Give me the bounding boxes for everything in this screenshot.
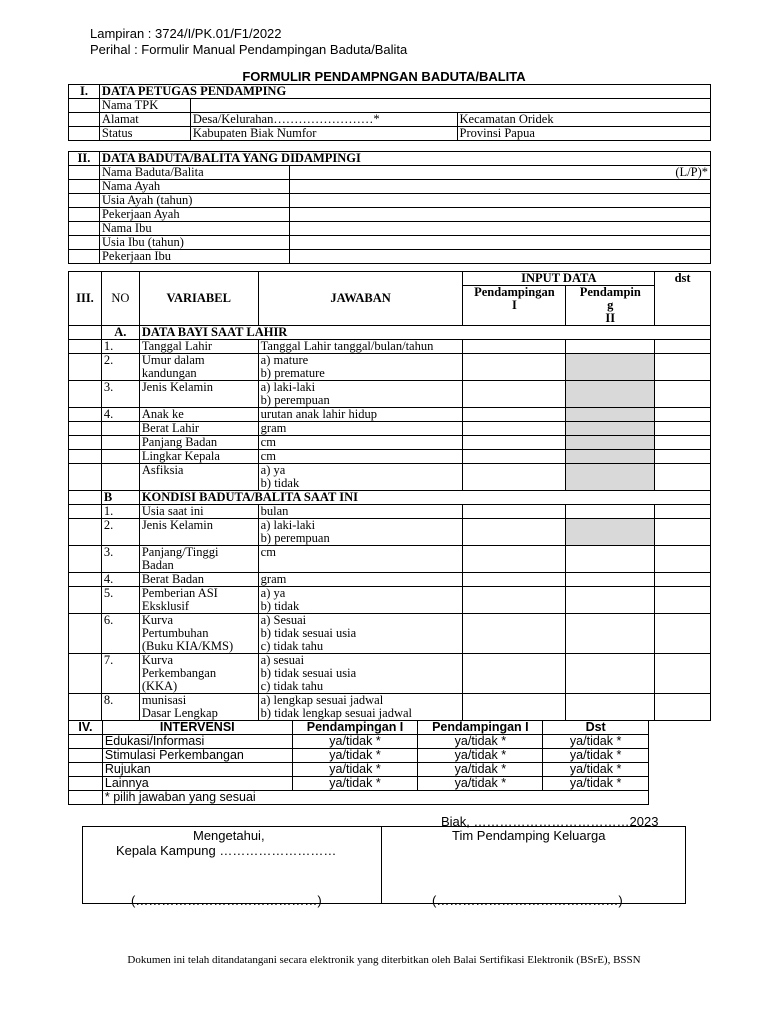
input-dst[interactable] [655,408,711,422]
input-pendampingan-2[interactable] [566,694,655,721]
b-row [69,614,711,654]
jawaban-line: c) tidak tahu [260,639,324,653]
a-row-variabel [139,436,258,450]
jawaban-line: b) tidak [260,599,300,613]
intervensi-pendampingan-2[interactable]: ya/tidak * [418,777,543,791]
variabel-line: Jenis Kelamin [141,380,213,394]
b-row-number: 4. [101,573,139,587]
pendampingan-1-number: I [511,298,517,312]
jawaban-line: a) laki-laki [260,518,316,532]
jawaban-line: gram [260,421,287,435]
mengetahui-label: Mengetahui, [193,828,265,843]
intervensi-row [69,777,649,791]
status-label: Status [99,127,190,141]
variabel-line: munisasi [141,693,187,707]
b-row-jawaban [258,519,463,546]
b-row-variabel [139,694,258,721]
nama-baduta-label: Nama Baduta/Balita [99,166,289,180]
intervensi-dst[interactable]: ya/tidak * [543,749,649,763]
variabel-line: Perkembangan [141,666,217,680]
a-row-variabel [139,381,258,408]
variabel-line: (Buku KIA/KMS) [141,639,234,653]
input-dst[interactable] [655,654,711,694]
input-dst[interactable] [655,422,711,436]
a-row-number: 2. [101,354,139,381]
b-row [69,654,711,694]
pekerjaan-ayah-field[interactable] [289,208,710,222]
intervensi-name: Lainnya [102,777,292,791]
usia-ibu-label: Usia Ibu (tahun) [99,236,289,250]
input-pendampingan-2[interactable] [566,354,655,381]
section-3-number: III. [69,272,102,326]
a-row-variabel [139,408,258,422]
jawaban-line: b) perempuan [260,531,330,545]
input-pendampingan-1[interactable] [463,422,566,436]
b-row-jawaban [258,654,463,694]
b-row [69,573,711,587]
a-row [69,464,711,491]
b-row-number: 6. [101,614,139,654]
b-row-number: 3. [101,546,139,573]
jawaban-line: a) mature [260,353,309,367]
intervensi-name: Stimulasi Perkembangan [102,749,292,763]
input-dst[interactable] [655,694,711,721]
input-dst[interactable] [655,450,711,464]
jawaban-line: c) tidak tahu [260,679,324,693]
kepala-kampung-signature-line[interactable]: (……………………………………) [131,893,322,908]
intervensi-dst[interactable]: ya/tidak * [543,735,649,749]
b-row [69,546,711,573]
a-row-variabel [139,422,258,436]
jawaban-line: a) sesuai [260,653,305,667]
input-dst[interactable] [655,519,711,546]
b-row [69,694,711,721]
input-pendampingan-1[interactable] [463,450,566,464]
pekerjaan-ayah-label: Pekerjaan Ayah [99,208,289,222]
input-pendampingan-2[interactable] [566,614,655,654]
section-2-number: II. [69,152,100,166]
a-row-jawaban [258,422,463,436]
jawaban-line: b) tidak sesuai usia [260,626,357,640]
form-title: FORMULIR PENDAMPNGAN BADUTA/BALITA [242,69,526,84]
b-row-number: 8. [101,694,139,721]
input-pendampingan-2[interactable] [566,450,655,464]
usia-ayah-field[interactable] [289,194,710,208]
nama-ayah-field[interactable] [289,180,710,194]
input-dst[interactable] [655,464,711,491]
intervensi-name: Edukasi/Informasi [102,735,292,749]
group-b-letter: B [101,491,139,505]
jawaban-line: a) laki-laki [260,380,316,394]
dst-header: dst [655,272,711,326]
section-2-table [68,151,711,264]
a-row-number: 4. [101,408,139,422]
b-row-number: 1. [101,505,139,519]
usia-ibu-field[interactable] [289,236,710,250]
input-dst[interactable] [655,546,711,573]
intervensi-dst-header: Dst [543,721,649,735]
a-row-variabel [139,354,258,381]
b-row-jawaban [258,546,463,573]
input-pendampingan-2[interactable] [566,505,655,519]
input-pendampingan-2[interactable] [566,573,655,587]
lampiran-line: Lampiran : 3724/I/PK.01/F1/2022 [90,26,282,41]
variabel-line: Lingkar Kepala [141,449,220,463]
jawaban-line: bulan [260,504,289,518]
intervensi-pendampingan-2[interactable]: ya/tidak * [418,735,543,749]
pekerjaan-ibu-field[interactable] [289,250,710,264]
input-pendampingan-1[interactable] [463,614,566,654]
jawaban-line: b) perempuan [260,393,330,407]
jawaban-line: b) tidak sesuai usia [260,666,357,680]
a-row-number [101,464,139,491]
a-row-number [101,450,139,464]
input-dst[interactable] [655,340,711,354]
a-row [69,340,711,354]
perihal-line: Perihal : Formulir Manual Pendampingan Baduta/Balita [90,42,408,57]
a-row-variabel [139,340,258,354]
nama-ibu-field[interactable] [289,222,710,236]
input-pendampingan-1[interactable] [463,464,566,491]
b-row-number: 5. [101,587,139,614]
intervensi-row [69,735,649,749]
jawaban-line: a) ya [260,586,286,600]
input-pendampingan-2[interactable] [566,587,655,614]
variabel-line: Kurva [141,653,174,667]
jawaban-line: cm [260,449,276,463]
b-row-jawaban [258,614,463,654]
intervensi-pendampingan-1-header: Pendampingan I [292,721,418,735]
a-row [69,408,711,422]
a-row-number [101,422,139,436]
kabupaten-value: Kabupaten Biak Numfor [190,127,457,141]
variabel-line: Pemberian ASI [141,586,218,600]
input-pendampingan-2[interactable] [566,546,655,573]
intervensi-pendampingan-1[interactable]: ya/tidak * [292,735,418,749]
jawaban-line: cm [260,545,276,559]
b-row-jawaban [258,505,463,519]
jawaban-header: JAWABAN [258,272,463,326]
intervensi-dst[interactable]: ya/tidak * [543,777,649,791]
variabel-line: Umur dalam [141,353,205,367]
group-a-letter: A. [101,326,139,340]
input-pendampingan-1[interactable] [463,546,566,573]
desa-field[interactable]: Desa/Kelurahan……………………* [190,113,457,127]
jawaban-line: cm [260,435,276,449]
b-row [69,587,711,614]
input-pendampingan-1[interactable] [463,408,566,422]
b-row-jawaban [258,573,463,587]
section-2-title: DATA BADUTA/BALITA YANG DIDAMPINGI [99,152,710,166]
a-row-jawaban [258,354,463,381]
variabel-line: Panjang Badan [141,435,218,449]
tim-pendamping-signature-line[interactable]: (……………………………………) [432,893,623,908]
a-row-number: 1. [101,340,139,354]
section-3-table [68,271,711,721]
input-pendampingan-2[interactable] [566,519,655,546]
intervensi-pendampingan-1[interactable]: ya/tidak * [292,763,418,777]
b-row-variabel [139,587,258,614]
input-pendampingan-1[interactable] [463,519,566,546]
input-dst[interactable] [655,614,711,654]
a-row [69,436,711,450]
provinsi-value: Provinsi Papua [457,127,710,141]
input-dst[interactable] [655,505,711,519]
a-row [69,381,711,408]
a-row-variabel [139,464,258,491]
pendampingan-2-number: II [605,311,616,325]
jawaban-line: a) lengkap sesuai jadwal [260,693,384,707]
b-row [69,519,711,546]
a-row-jawaban [258,340,463,354]
variabel-line: Panjang/Tinggi [141,545,219,559]
input-pendampingan-1[interactable] [463,354,566,381]
jawaban-line: b) tidak lengkap sesuai jadwal [260,706,412,720]
pendampingan-1-header: Pendampingan [474,285,555,299]
a-row-jawaban [258,381,463,408]
input-pendampingan-2[interactable] [566,340,655,354]
tim-pendamping-label: Tim Pendamping Keluarga [452,828,606,843]
section-1-title: DATA PETUGAS PENDAMPING [99,85,710,99]
place-date: Biak, ………………………………2023 [441,814,659,829]
pekerjaan-ibu-label: Pekerjaan Ibu [99,250,289,264]
section-4-number: IV. [69,721,103,735]
nama-baduta-field[interactable] [289,166,710,180]
input-pendampingan-1[interactable] [463,436,566,450]
variabel-line: (KKA) [141,679,178,693]
a-row-number: 3. [101,381,139,408]
b-row-variabel [139,546,258,573]
b-row-jawaban [258,587,463,614]
b-row-variabel [139,505,258,519]
usia-ayah-label: Usia Ayah (tahun) [99,194,289,208]
intervensi-dst[interactable]: ya/tidak * [543,763,649,777]
input-dst[interactable] [655,587,711,614]
b-row-variabel [139,654,258,694]
b-row-variabel [139,519,258,546]
pendampingan-2-header: Pendampin [579,285,641,299]
input-pendampingan-2[interactable] [566,654,655,694]
intervensi-pendampingan-1[interactable]: ya/tidak * [292,777,418,791]
a-row-jawaban [258,436,463,450]
nama-ibu-label: Nama Ibu [99,222,289,236]
a-row [69,354,711,381]
input-pendampingan-2[interactable] [566,436,655,450]
variabel-line: Berat Badan [141,572,204,586]
group-a-title: DATA BAYI SAAT LAHIR [139,326,710,340]
a-row-variabel [139,450,258,464]
b-row-number: 2. [101,519,139,546]
variabel-line: Pertumbuhan [141,626,209,640]
variabel-line: Tanggal Lahir [141,339,213,353]
jawaban-line: b) premature [260,366,325,380]
jawaban-line: b) tidak [260,476,300,490]
input-dst[interactable] [655,354,711,381]
jawaban-line: Tanggal Lahir tanggal/bulan/tahun [260,339,434,353]
input-dst[interactable] [655,381,711,408]
intervensi-row [69,763,649,777]
b-row-number: 7. [101,654,139,694]
input-data-header: INPUT DATA [463,272,655,286]
footnote-pilih: * pilih jawaban yang sesuai [102,791,648,805]
kecamatan-value: Kecamatan Oridek [457,113,710,127]
b-row-variabel [139,573,258,587]
input-pendampingan-2[interactable] [566,408,655,422]
a-row-jawaban [258,450,463,464]
intervensi-row [69,749,649,763]
variabel-line: Asfiksia [141,463,184,477]
a-row [69,450,711,464]
input-pendampingan-1[interactable] [463,694,566,721]
input-dst[interactable] [655,436,711,450]
input-dst[interactable] [655,573,711,587]
jawaban-line: gram [260,572,287,586]
b-row-variabel [139,614,258,654]
variabel-line: Anak ke [141,407,184,421]
section-1-table [68,84,711,141]
input-pendampingan-1[interactable] [463,587,566,614]
a-row-jawaban [258,408,463,422]
nama-ayah-label: Nama Ayah [99,180,289,194]
input-pendampingan-1[interactable] [463,340,566,354]
intervensi-header: INTERVENSI [102,721,292,735]
variabel-line: Eksklusif [141,599,190,613]
input-pendampingan-2[interactable] [566,464,655,491]
input-pendampingan-1[interactable] [463,505,566,519]
a-row-number [101,436,139,450]
jawaban-line: urutan anak lahir hidup [260,407,377,421]
intervensi-name: Rujukan [102,763,292,777]
section-4-table [68,720,649,805]
footer-note: Dokumen ini telah ditandatangani secara elektronik yang diterbitkan oleh Balai Sertifikasi Elektronik (BSrE), BSSN [127,954,641,966]
no-header: NO [101,272,139,326]
input-pendampingan-1[interactable] [463,573,566,587]
b-row [69,505,711,519]
gender-marker: (L/P)* [675,165,708,179]
input-pendampingan-2[interactable] [566,381,655,408]
variabel-line: kandungan [141,366,197,380]
group-b-title: KONDISI BADUTA/BALITA SAAT INI [139,491,710,505]
variabel-line: Dasar Lengkap [141,706,218,720]
intervensi-pendampingan-1[interactable]: ya/tidak * [292,749,418,763]
variabel-line: Usia saat ini [141,504,204,518]
input-pendampingan-1[interactable] [463,654,566,694]
section-1-number: I. [69,85,100,99]
jawaban-line: a) ya [260,463,286,477]
input-pendampingan-2[interactable] [566,422,655,436]
a-row [69,422,711,436]
alamat-label: Alamat [99,113,190,127]
pendampingan-2-header-wrap: g [607,298,614,312]
variabel-line: Berat Lahir [141,421,200,435]
variabel-header: VARIABEL [139,272,258,326]
a-row-jawaban [258,464,463,491]
variabel-line: Jenis Kelamin [141,518,213,532]
intervensi-pendampingan-2[interactable]: ya/tidak * [418,749,543,763]
jawaban-line: a) Sesuai [260,613,307,627]
nama-tpk-field[interactable] [190,99,710,113]
variabel-line: Kurva [141,613,174,627]
b-row-jawaban [258,694,463,721]
variabel-line: Badan [141,558,174,572]
intervensi-pendampingan-2[interactable]: ya/tidak * [418,763,543,777]
kepala-kampung-label[interactable]: Kepala Kampung ……………………… [116,843,337,858]
intervensi-pendampingan-2-header: Pendampingan I [418,721,543,735]
nama-tpk-label: Nama TPK [99,99,190,113]
input-pendampingan-1[interactable] [463,381,566,408]
